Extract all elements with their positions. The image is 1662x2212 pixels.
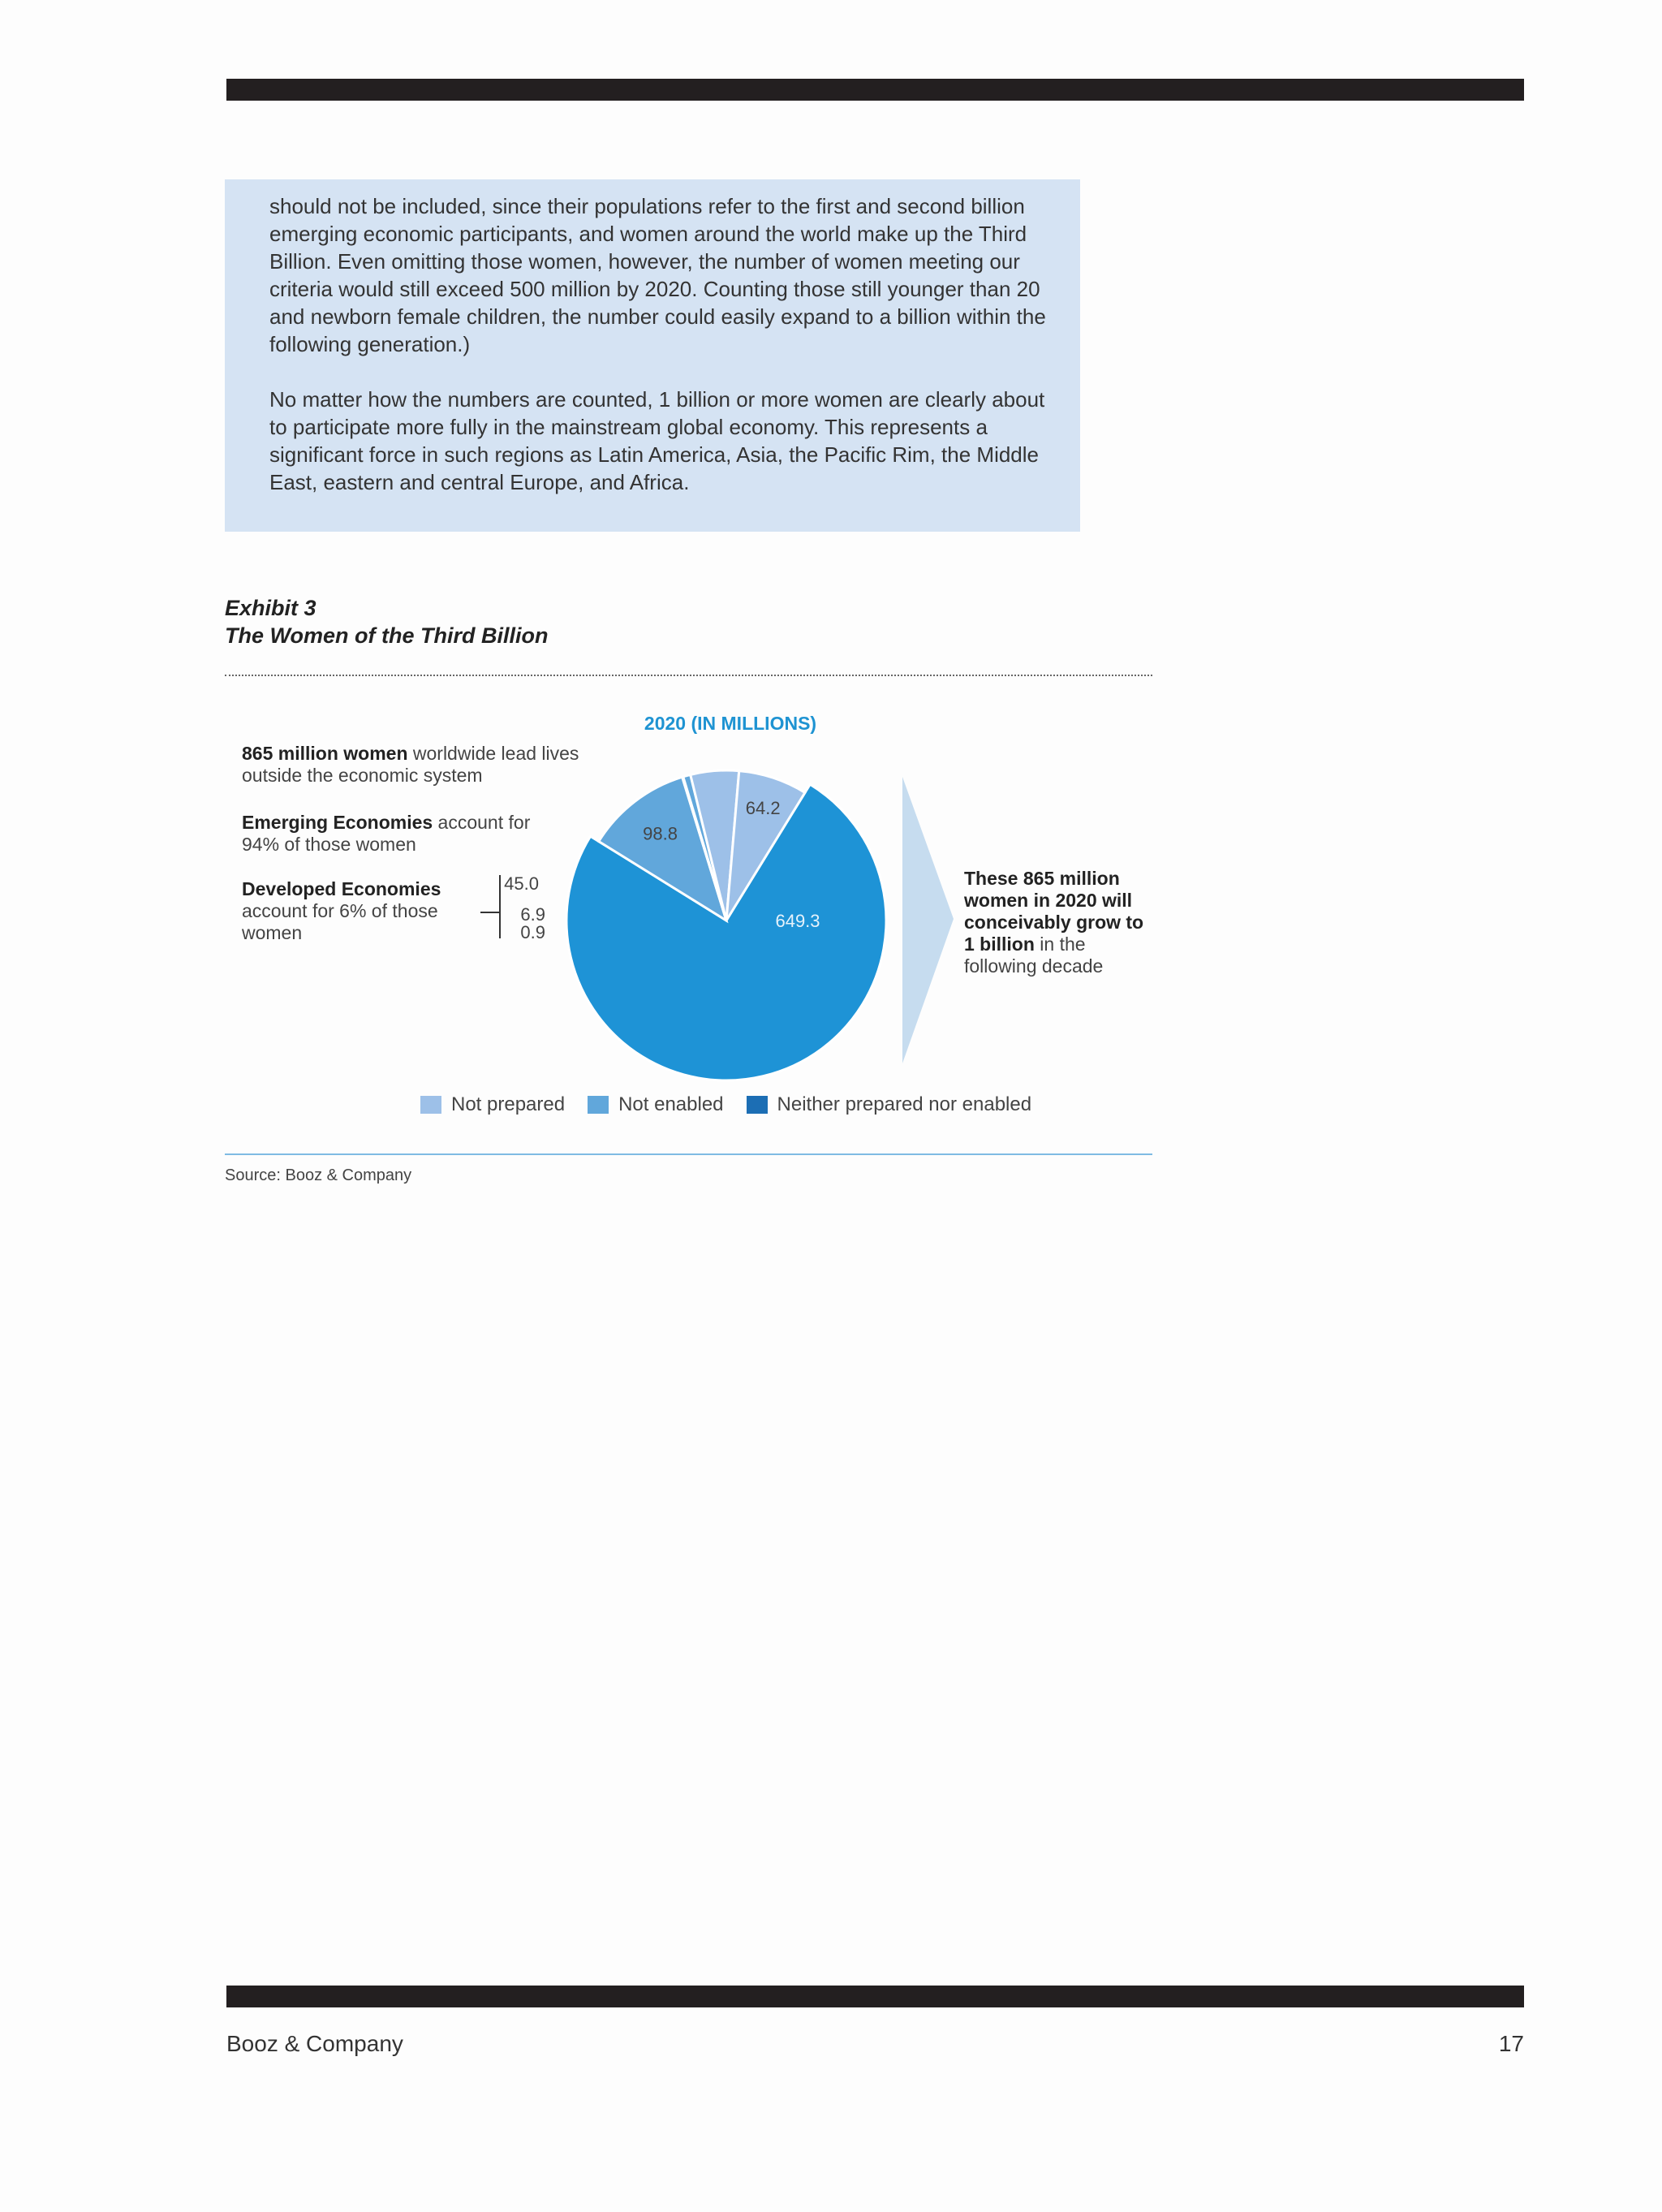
legend-label-not-enabled: Not enabled bbox=[618, 1093, 724, 1115]
note-growth-bold: These 865 million women in 2020 will conceivably grow to 1 billion bbox=[964, 868, 1144, 955]
pie-slices bbox=[566, 770, 886, 1080]
legend-item-not-prepared bbox=[420, 1093, 565, 1116]
slice-label-649-3: 649.3 bbox=[775, 910, 820, 931]
source-divider bbox=[225, 1153, 1152, 1155]
slice-label-6-9: 6.9 bbox=[520, 903, 545, 925]
slice-label-98-8: 98.8 bbox=[643, 823, 678, 844]
legend-swatch-not-enabled bbox=[588, 1096, 609, 1114]
note-worldwide-bold: 865 million women bbox=[242, 743, 408, 764]
chart-legend bbox=[420, 1093, 1054, 1116]
note-worldwide-text: worldwide lead lives outside the economic system bbox=[242, 743, 579, 786]
note-emerging-bold: Emerging Economies bbox=[242, 812, 433, 833]
chart-title: 2020 (IN MILLIONS) bbox=[644, 713, 817, 734]
note-emerging-text: account for 94% of those women bbox=[242, 812, 531, 855]
callout-paragraph-1: should not be included, since their populations refer to the first and second billion emerging economic participants, and women around the world make up the Third Billion. Even omitting those women, however, the number of women meeting our criteria would still exceed 500 million by 2020. Counting those still younger than 20 and newborn female children, the number could easily expand to a billion within the following generation.) bbox=[269, 194, 1046, 356]
callout-paragraph-2: No matter how the numbers are counted, 1 billion or more women are clearly about to participate more fully in the mainstream global economy. This represents a significant force in such regions as Latin America, Asia, the Pacific Rim, the Middle East, eastern and central Europe, and Africa. bbox=[269, 387, 1045, 494]
developed-bracket bbox=[480, 875, 500, 938]
legend-item-not-enabled bbox=[588, 1093, 723, 1116]
exhibit-title: The Women of the Third Billion bbox=[225, 623, 549, 648]
growth-arrow bbox=[902, 777, 954, 1063]
slice-label-64-2: 64.2 bbox=[745, 797, 781, 818]
footer-company: Booz & Company bbox=[226, 2031, 403, 2056]
note-growth bbox=[964, 868, 1159, 977]
footer-bar bbox=[226, 1986, 1524, 2007]
note-developed-bold: Developed Economies bbox=[242, 878, 441, 899]
legend-swatch-neither bbox=[747, 1096, 768, 1114]
note-growth-text: in the following decade bbox=[964, 934, 1104, 977]
page-number: 17 bbox=[1498, 2031, 1524, 2056]
slice-label-45-0: 45.0 bbox=[504, 873, 539, 894]
note-developed-text: account for 6% of those women bbox=[242, 900, 438, 943]
legend-item-neither bbox=[747, 1093, 1032, 1116]
slice-label-0-9: 0.9 bbox=[520, 921, 545, 942]
exhibit-label: Exhibit 3 bbox=[225, 596, 316, 620]
source-note: Source: Booz & Company bbox=[225, 1166, 412, 1184]
legend-swatch-not-prepared bbox=[420, 1096, 441, 1114]
legend-label-not-prepared: Not prepared bbox=[451, 1093, 566, 1115]
legend-label-neither: Neither prepared nor enabled bbox=[777, 1093, 1032, 1115]
